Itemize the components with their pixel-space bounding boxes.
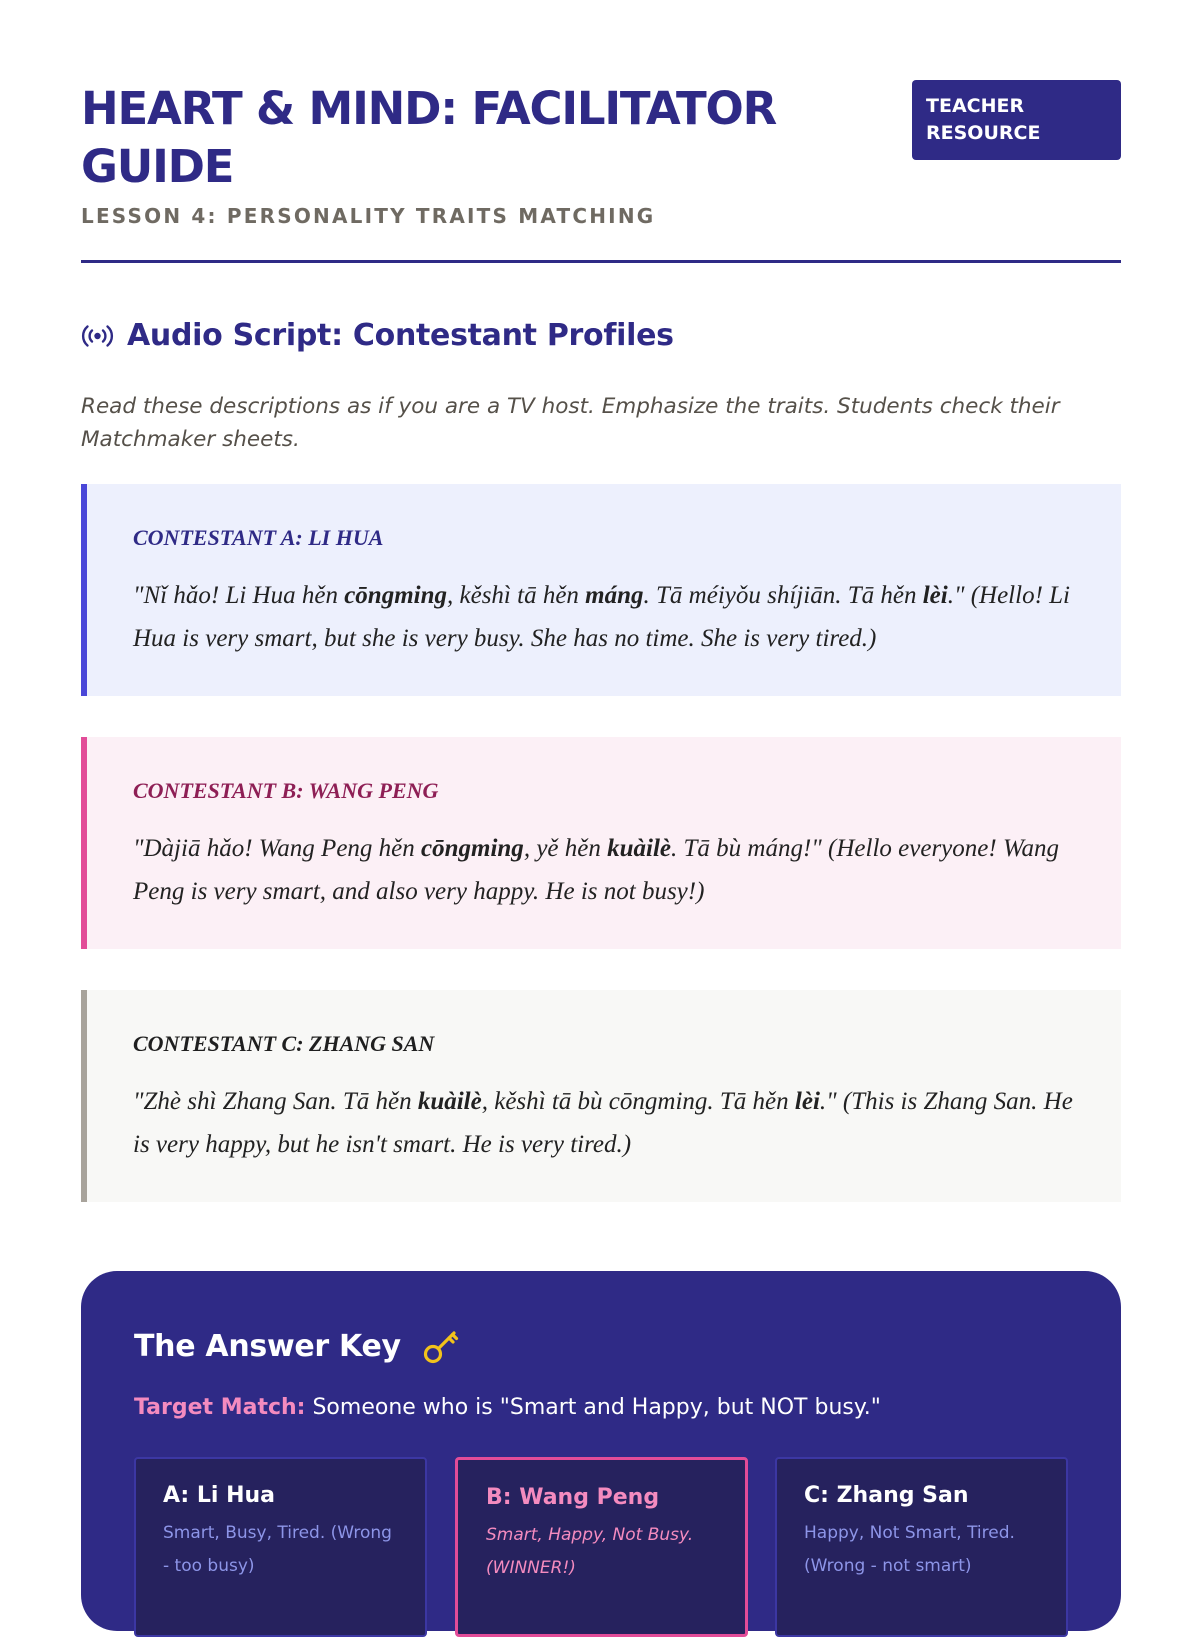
script-text: "Nǐ hǎo! Li Hua hěn [133, 582, 345, 609]
answer-option-b-winner [455, 1457, 748, 1637]
option-description: Smart, Happy, Not Busy. (WINNER!) [486, 1525, 694, 1578]
target-match-text: Someone who is "Smart and Happy, but NOT busy." [305, 1395, 881, 1420]
script-text: "Dàjiā hǎo! Wang Peng hěn [133, 835, 422, 862]
option-description: Smart, Busy, Tired. (Wrong - too busy) [163, 1523, 392, 1576]
emphasized-trait: lèi [922, 582, 948, 609]
page-header [81, 80, 1121, 228]
contestant-script [133, 1080, 1081, 1166]
script-text: . Tā bù máng!" (Hello everyone! Wang Peng is very smart, and also very happy. He is not busy!) [133, 835, 1059, 905]
contestant-label: CONTESTANT A: LI HUA [133, 525, 384, 550]
contestant-script [133, 827, 1081, 913]
emphasized-trait: cōngming [344, 582, 447, 609]
answer-key-panel [81, 1271, 1121, 1631]
contestant-card-c [81, 990, 1121, 1202]
teacher-resource-badge: TEACHER RESOURCE [912, 80, 1121, 160]
option-description: Happy, Not Smart, Tired. (Wrong - not smart) [804, 1523, 1015, 1576]
answer-key-header [134, 1326, 461, 1366]
answer-option-a [134, 1457, 427, 1637]
option-name: C: Zhang San [804, 1483, 969, 1508]
script-text: . Tā méiyǒu shíjiān. Tā hěn [643, 582, 923, 609]
script-text: , kěshì tā bù cōngming. Tā hěn [481, 1088, 795, 1115]
key-icon [421, 1326, 461, 1366]
section-instructions: Read these descriptions as if you are a TV host. Emphasize the traits. Students check their Matchmaker sheets. [81, 394, 1060, 452]
header-divider [81, 260, 1121, 263]
section-title: Audio Script: Contestant Profiles [127, 318, 674, 353]
lesson-subtitle: LESSON 4: PERSONALITY TRAITS MATCHING [81, 204, 656, 228]
section-header [81, 318, 674, 353]
answer-option-c [775, 1457, 1068, 1637]
emphasized-trait: lèi [794, 1088, 820, 1115]
emphasized-trait: máng [585, 582, 644, 609]
script-text: ." (This is Zhang San. He is very happy, but he isn't smart. He is very tired.) [133, 1088, 1073, 1158]
option-name: A: Li Hua [163, 1483, 276, 1508]
contestant-card-b [81, 737, 1121, 949]
script-text: , yě hěn [523, 835, 608, 862]
emphasized-trait: cōngming [421, 835, 524, 862]
contestant-label: CONTESTANT C: ZHANG SAN [133, 1031, 435, 1056]
emphasized-trait: kuàilè [417, 1088, 482, 1115]
script-text: ." (Hello! Li Hua is very smart, but she is very busy. She has no time. She is very tired.) [133, 582, 1070, 652]
answer-key-title: The Answer Key [134, 1328, 401, 1364]
option-name: B: Wang Peng [486, 1485, 660, 1510]
contestant-card-a [81, 484, 1121, 696]
target-match-label: Target Match: [134, 1395, 306, 1420]
page-title: HEART & MIND: FACILITATOR GUIDE [81, 82, 777, 193]
emphasized-trait: kuàilè [607, 835, 672, 862]
script-text: "Zhè shì Zhang San. Tā hěn [133, 1088, 418, 1115]
broadcast-icon [81, 323, 114, 349]
target-match [134, 1395, 881, 1420]
contestant-script [133, 574, 1081, 660]
script-text: , kěshì tā hěn [447, 582, 586, 609]
contestant-label: CONTESTANT B: WANG PENG [133, 778, 439, 803]
